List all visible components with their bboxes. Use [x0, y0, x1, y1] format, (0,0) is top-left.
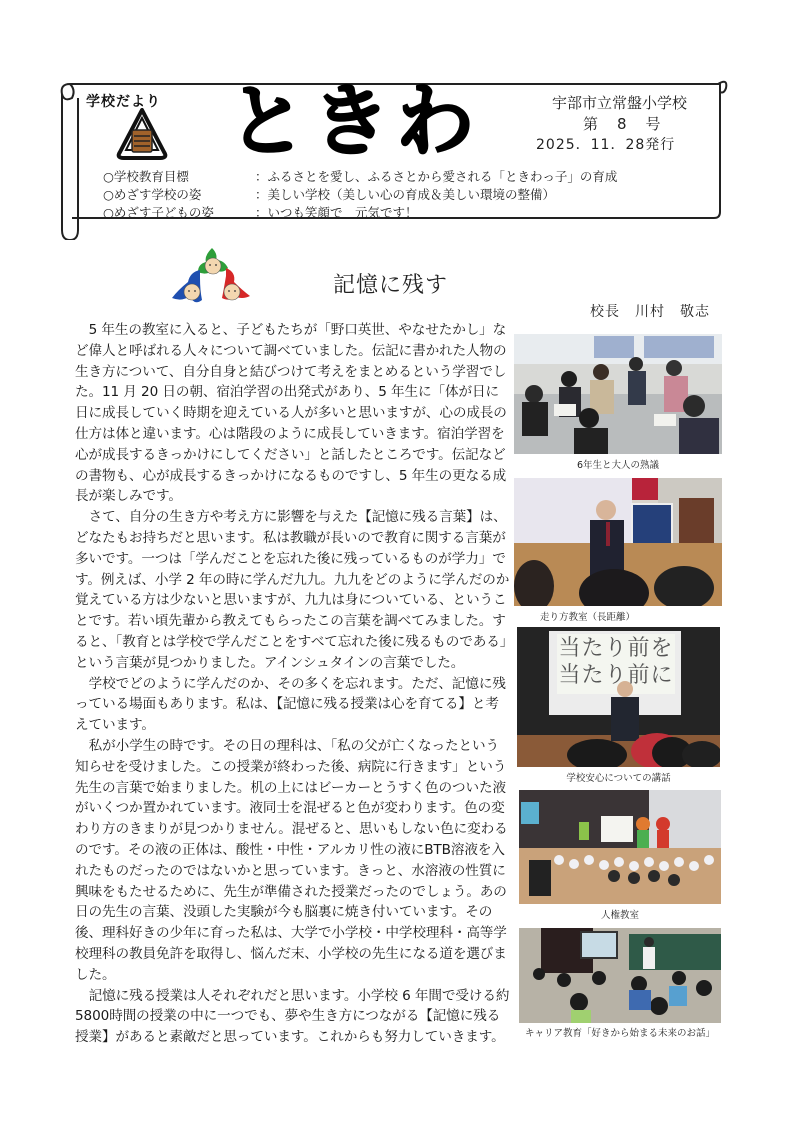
issue-number: 第 8 号 — [583, 115, 663, 133]
photo-discussion — [514, 334, 722, 454]
goal-row-children — [103, 203, 418, 221]
paragraph: 5 年生の教室に入ると、子どもたちが「野口英世、やなせたかし」など偉人と呼ばれる人々について調べていました。伝記に書かれた人物の生き方について、自分自身と結びつけて考えをまとめるという学習でした。11 月 20 日の朝、宿泊学習の出発式があり、5 年生に「体が日に日に成長していく時期を迎えている人が多いと思いますが、心の成長の仕方は体と違います。心は階段のように成長していきます。宿泊学習を心が成長するきっかけにしてください」と話したところです。伝記などの書物も、心が成長するきっかけになるものですし、5 年生の更なる成長が楽しみです。 — [75, 322, 507, 505]
article-body — [75, 320, 511, 1048]
school-name: 宇部市立常盤小学校 — [552, 94, 688, 112]
slide-text: 当たり前を 当たり前に — [558, 636, 674, 688]
photo-caption: 走り方教室（長距離） — [540, 612, 636, 623]
school-emblem-icon — [112, 108, 172, 160]
article-author: 校長 川村 敬志 — [590, 304, 710, 320]
newsletter-title: ときわ — [228, 77, 481, 167]
issue-date: 2025．11．28発行 — [536, 137, 676, 153]
paragraph: 記憶に残る授業は人それぞれだと思います。小学校 6 年間で受ける約5800時間の授業の中に一つでも、夢や生き方につながる【記憶に残る授業】があると素敵だと思っています。これからも努力していきます。 — [75, 987, 510, 1046]
photo-human-rights-class — [519, 790, 721, 904]
goal-value: ：ふるさとを愛し、ふるさとから愛される「ときわっ子」の育成 — [255, 169, 618, 184]
photo-running-class — [514, 478, 722, 606]
goal-row-school — [103, 185, 555, 203]
photo-caption: 6年生と大人の熟議 — [576, 460, 660, 471]
photo-caption: 学校安心についての講話 — [566, 773, 671, 784]
goal-value: ：美しい学校（美しい心の育成＆美しい環境の整備） — [255, 187, 556, 202]
photo-caption: 人権教室 — [600, 910, 639, 921]
photo-career-education — [519, 928, 721, 1023]
paragraph: 私が小学生の時です。その日の理科は、「私の父が亡くなったという知らせを受けました。この授業が終わった後、病院に行きます」という先生の言葉で始まりました。机の上にはビーカーとうすく色のついた液がいくつか置かれています。液同士を混ぜると色が変わります。色の変わり方のきまりが見つかりません。混ぜると、思いもしない色に変わるのです。その液の正体は、酸性・中性・アルカリ性の液にBTB溶液を入れたものだったのではないかと思っています。きっと、水溶液の性質に興味をもたせるために、先生が準備された授業だったのでしょう。あの日の先生の言葉、没頭した実験が今も脳裏に焼き付いています。その後、理科好きの少年に育った私は、大学で小学校・中学校理科・高等学校理科の教員免許を取得し、悩んだ末、小学校の先生になる道を選びました。 — [75, 737, 508, 983]
newsletter-label: 学校だより — [86, 94, 161, 110]
paragraph: 学校でどのように学んだのか、その多くを忘れます。ただ、記憶に残っている場面もあります。私は、【記憶に残る授業は心を育てる】と考えています。 — [75, 675, 506, 734]
photo-caption: キャリア教育「好きから始まる未来のお話」 — [524, 1028, 715, 1039]
goal-key: ○学校教育目標 — [103, 169, 189, 184]
article-title: 記憶に残す — [333, 273, 449, 298]
photo-safety-lecture — [517, 627, 720, 767]
mascot-illustration — [170, 246, 254, 316]
goal-key: ○めざす学校の姿 — [103, 187, 202, 202]
goal-key: ○めざす子どもの姿 — [103, 205, 214, 220]
paragraph: さて、自分の生き方や考え方に影響を与えた【記憶に残る言葉】は、どなたもお持ちだと思います。私は教職が長いので教育に関する言葉が多いです。一つは「学んだことを忘れた後に残っているものが学力」です。例えば、小学 2 年の時に学んだ九九。九九をどのように学んだのか覚えている方は少ないと思いますが、九九は身についている、ということです。若い頃先輩から教えてもらったこの言葉を調べてみました。すると、「教育とは学校で学んだことをすべて忘れた後に残るものである」という言葉が見つかりました。アインシュタインの言葉でした。 — [75, 509, 510, 671]
goal-row-education — [103, 167, 617, 185]
goal-value: ：いつも笑顔で 元気です！ — [255, 205, 418, 220]
